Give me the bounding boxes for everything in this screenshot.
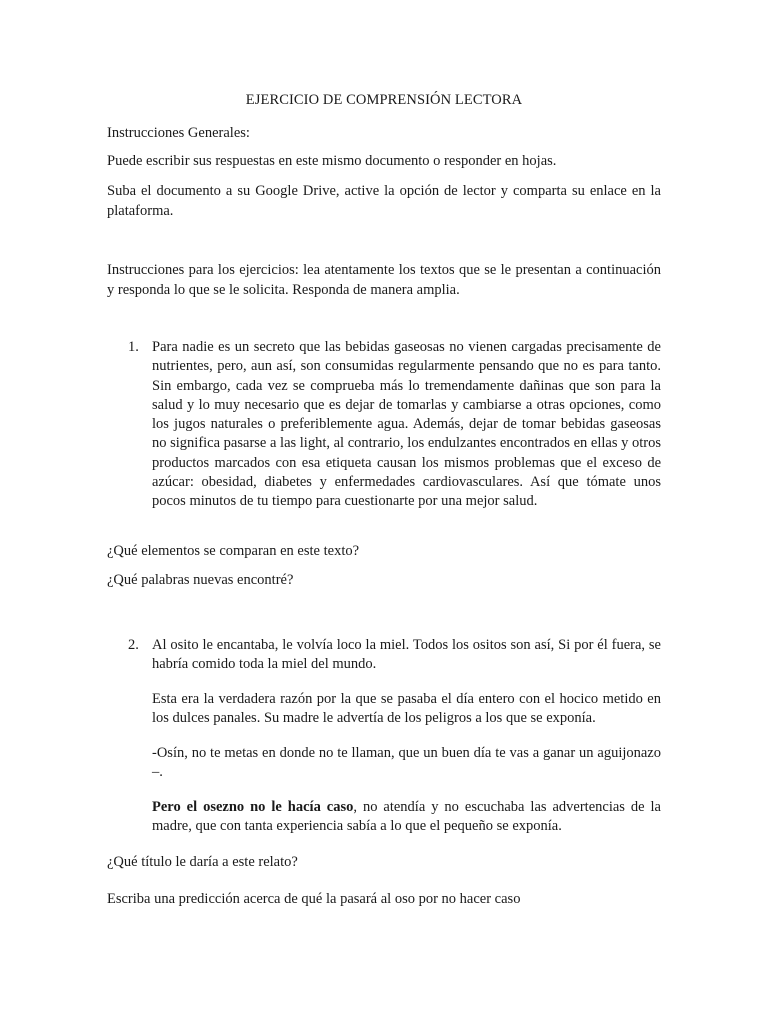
item-2-paragraph-2: Esta era la verdadera razón por la que se pasaba el día entero con el hocico metido en los dulces panales. Su madre le advertía de los peligros a los que se exponía. — [152, 691, 661, 727]
item-1-text: Para nadie es un secreto que las bebidas gaseosas no vienen cargadas precisamente de nutrientes, pero, aun así, son consumidas regularmente pensando que no es para tanto. Sin embargo, cada vez se comprueba más lo tremendamente dañinas que son para la salud y lo muy necesario que es dejar de tomarlas y cambiarse a otras opciones, como los jugos naturales o preferiblemente agua. Además, dejar de tomar bebidas gaseosas no significa pasarse a las light, al contrario, los endulzantes encontrados en ellas y otros productos marcados con esa etiqueta causan los mismos problemas que el exceso de azúcar: obesidad, diabetes y enfermedades cardiovasculares. Así que tómate unos pocos minutos de tu tiempo para cuestionarte por una mejor salud. — [152, 339, 661, 510]
exercise-instructions: Instrucciones para los ejercicios: lea atentamente los textos que se le presentan a continuación y responda lo que se le solicita. Responda de manera amplia. — [107, 262, 661, 298]
question-2a: ¿Qué título le daría a este relato? — [107, 854, 298, 870]
general-instruction-line-1: Puede escribir sus respuestas en este mismo documento o responder en hojas. — [107, 153, 557, 169]
question-1b: ¿Qué palabras nuevas encontré? — [107, 572, 294, 588]
item-2-paragraph-1: Al osito le encantaba, le volvía loco la miel. Todos los ositos son así, Si por él fuera, se habría comido toda la miel del mundo. — [152, 637, 661, 673]
document-title: EJERCICIO DE COMPRENSIÓN LECTORA — [245, 92, 523, 108]
general-instructions-heading: Instrucciones Generales: — [107, 125, 250, 141]
question-1a: ¿Qué elementos se comparan en este texto? — [107, 543, 360, 559]
item-1-number: 1. — [128, 339, 139, 355]
item-2-bold-phrase: Pero el osezno no le hacía caso — [152, 799, 354, 815]
item-2-number: 2. — [128, 637, 139, 653]
general-instruction-line-2: Suba el documento a su Google Drive, active la opción de lector y comparta su enlace en la plataforma. — [107, 183, 661, 219]
item-2-paragraph-4 — [152, 798, 661, 837]
item-2-paragraph-3: -Osín, no te metas en donde no te llaman, que un buen día te vas a ganar un aguijonazo –. — [152, 745, 661, 781]
item-2-paragraph-4-rest: , no atendía y no escuchaba las advertencias de la madre, que con tanta experiencia sabía a lo que el pequeño se exponía. — [152, 799, 661, 835]
question-2b: Escriba una predicción acerca de qué la pasará al oso por no hacer caso — [107, 891, 521, 907]
